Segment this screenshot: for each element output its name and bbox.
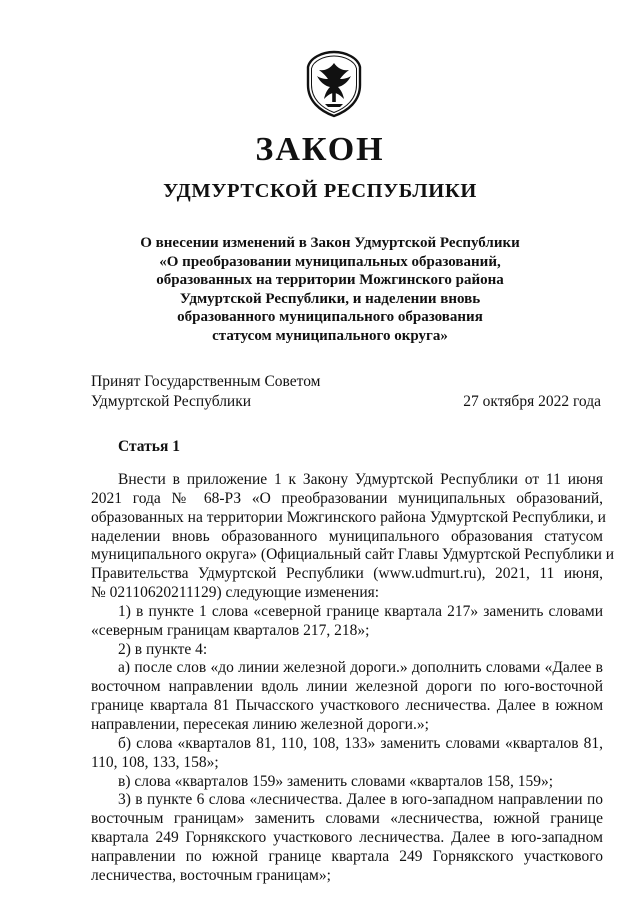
- adoption-line: Удмуртской Республики: [91, 393, 252, 410]
- subject-line: «О преобразовании муниципальных образований,: [159, 253, 501, 270]
- adoption-authority: [91, 372, 321, 412]
- article-text-line: образованных на территории Можгинского района Удмуртской Республики, и: [91, 508, 606, 526]
- article-text-line: наделении вновь образованного муниципального образования статусом: [91, 527, 603, 545]
- article-text-line: восточном направлении вдоль линии железной дороги по юго-восточной: [91, 678, 603, 696]
- document-title: ЗАКОН: [255, 131, 385, 168]
- subject-line: Удмуртской Республики, и наделении вновь: [179, 290, 481, 307]
- article-heading: Статья 1: [118, 438, 180, 455]
- udmurt-coat-of-arms-icon: [302, 49, 366, 119]
- article-body: [91, 471, 615, 886]
- adoption-date: 27 октября 2022 года: [463, 393, 601, 410]
- article-text-line: направлении по южной границе квартала 249 Горнякского участкового: [91, 847, 603, 865]
- subject-line: О внесении изменений в Закон Удмуртской Республики: [140, 235, 520, 251]
- adoption-line: Принят Государственным Советом: [91, 373, 321, 390]
- subject-line: образованного муниципального образования: [177, 309, 483, 326]
- subject-line: статусом муниципального округа»: [212, 327, 448, 344]
- article-text-line: б) слова «кварталов 81, 110, 108, 133» заменить словами «кварталов 81,: [118, 734, 603, 752]
- article-text-line: 1) в пункте 1 слова «северной границе квартала 217» заменить словами: [118, 602, 603, 620]
- article-text-line: границе квартала 81 Пычасского участкового лесничества. Далее в южном: [91, 697, 603, 715]
- article-text-line: а) после слов «до линии железной дороги.» дополнить словами «Далее в: [118, 659, 603, 677]
- article-text-line: муниципального округа» (Официальный сайт Главы Удмуртской Республики и: [91, 546, 615, 564]
- article-text-line: 2021 года № 68-РЗ «О преобразовании муниципальных образований,: [91, 489, 603, 507]
- subject-line: образованных на территории Можгинского района: [156, 272, 504, 289]
- article-text-line: 3) в пункте 6 слова «лесничества. Далее в юго-западном направлении по: [118, 791, 603, 809]
- article-text-line: в) слова «кварталов 159» заменить словами «кварталов 158, 159»;: [118, 772, 554, 790]
- document-subtitle: УДМУРТСКОЙ РЕСПУБЛИКИ: [163, 180, 477, 202]
- article-text-line: лесничества, восточным границам»;: [91, 866, 331, 884]
- article-text-line: № 02110620211129) следующие изменения:: [91, 584, 380, 602]
- article-text-line: «северным границам кварталов 217, 218»;: [91, 621, 370, 639]
- law-subject: [110, 234, 550, 346]
- article-text-line: направлении, пересекая линию железной дороги.»;: [91, 715, 429, 733]
- article-text-line: 2) в пункте 4:: [118, 640, 208, 658]
- article-text-line: Правительства Удмуртской Республики (www.udmurt.ru), 2021, 11 июня,: [91, 565, 603, 583]
- article-text-line: 110, 108, 133, 158»;: [91, 753, 219, 771]
- article-text-line: квартала 249 Горнякского участкового лесничества. Далее в юго-западном: [91, 829, 603, 847]
- article-text-line: Внести в приложение 1 к Закону Удмуртской Республики от 11 июня: [118, 471, 603, 488]
- article-text-line: восточным границам» заменить словами «лесничества, южной границе: [91, 810, 603, 828]
